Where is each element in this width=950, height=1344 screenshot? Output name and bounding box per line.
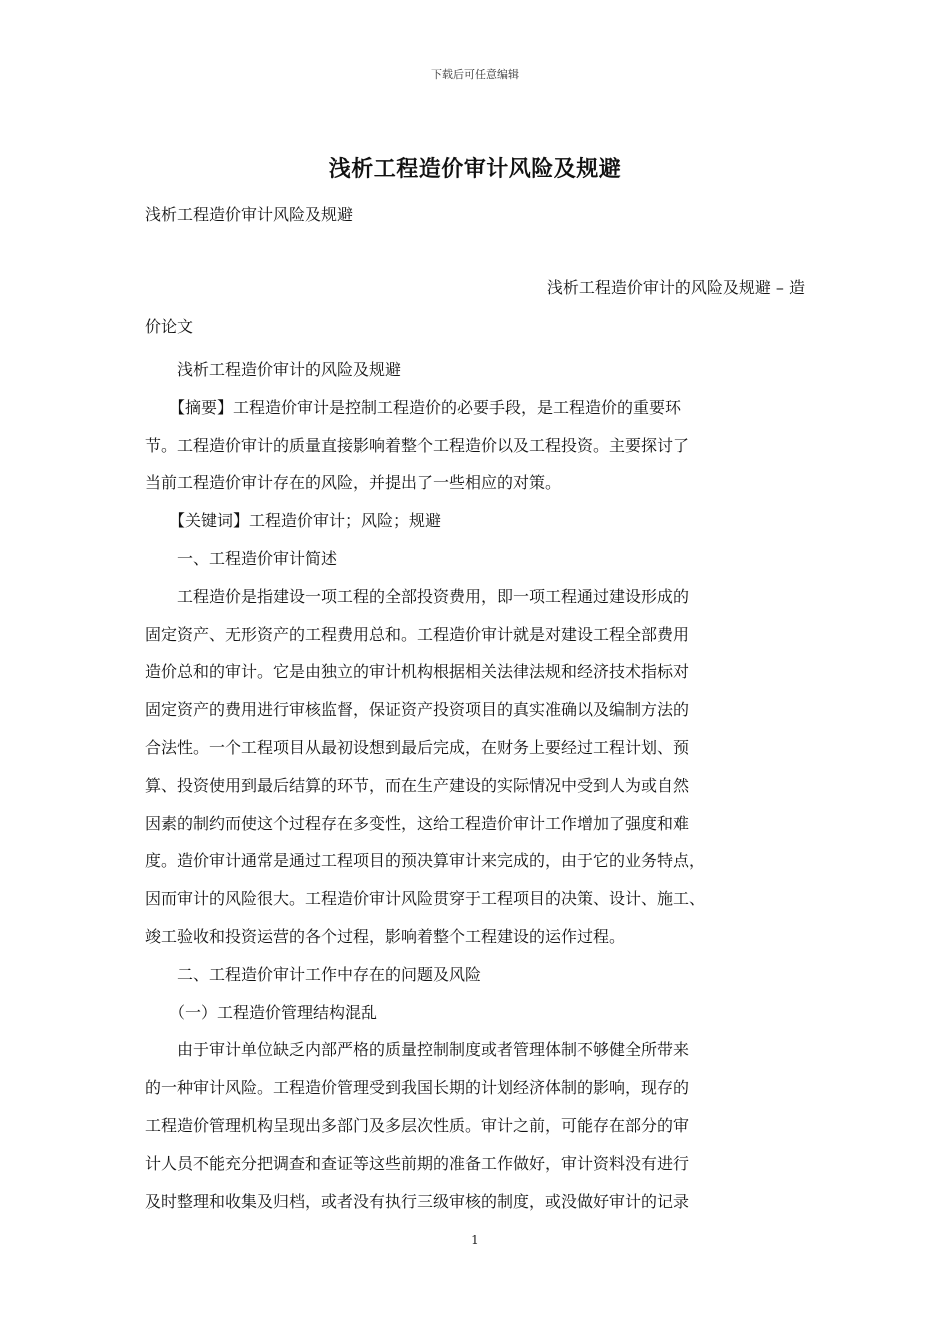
text-line: 固定资产、无形资产的工程费用总和。工程造价审计就是对建设工程全部费用 [145, 624, 690, 644]
text-line: 一、工程造价审计简述 [145, 548, 338, 568]
text-line: 【摘要】工程造价审计是控制工程造价的必要手段，是工程造价的重要环 [145, 397, 682, 417]
page-number: 1 [471, 1233, 479, 1247]
text-line: 及时整理和收集及归档，或者没有执行三级审核的制度，或没做好审计的记录 [145, 1191, 690, 1211]
text-line: 当前工程造价审计存在的风险，并提出了一些相应的对策。 [145, 473, 562, 493]
text-line: 二、工程造价审计工作中存在的问题及风险 [145, 964, 482, 984]
source-line: 浅析工程造价审计的风险及规避 – 造 [546, 278, 805, 297]
header-note: 下载后可任意编辑 [431, 68, 519, 81]
text-line: 浅析工程造价审计的风险及规避 [145, 360, 402, 379]
text-line: 节。工程造价审计的质量直接影响着整个工程造价以及工程投资。主要探讨了 [145, 435, 690, 455]
text-line: （一）工程造价管理结构混乱 [145, 1002, 378, 1022]
text-line: 因素的制约而使这个过程存在多变性，这给工程造价审计工作增加了强度和难 [145, 813, 690, 833]
text-line: 由于审计单位缺乏内部严格的质量控制制度或者管理体制不够健全所带来 [145, 1040, 690, 1060]
document-title: 浅析工程造价审计风险及规避 [328, 156, 622, 182]
source-line-wrap: 价论文 [145, 317, 194, 336]
text-line: 算、投资使用到最后结算的环节，而在生产建设的实际情况中受到人为或自然 [145, 775, 690, 795]
text-line: 工程造价是指建设一项工程的全部投资费用，即一项工程通过建设形成的 [145, 586, 690, 606]
document-subtitle: 浅析工程造价审计风险及规避 [145, 205, 354, 224]
text-line: 计人员不能充分把调查和查证等这些前期的准备工作做好，审计资料没有进行 [145, 1153, 690, 1173]
text-line: 因而审计的风险很大。工程造价审计风险贯穿于工程项目的决策、设计、施工、 [145, 889, 706, 909]
text-line: 固定资产的费用进行审核监督，保证资产投资项目的真实准确以及编制方法的 [145, 700, 690, 720]
text-line: 造价总和的审计。它是由独立的审计机构根据相关法律法规和经济技术指标对 [145, 662, 690, 682]
text-line: 度。造价审计通常是通过工程项目的预决算审计来完成的，由于它的业务特点， [145, 851, 706, 871]
text-line: 合法性。一个工程项目从最初设想到最后完成，在财务上要经过工程计划、预 [145, 737, 690, 757]
body-text [145, 351, 821, 1220]
text-line: 【关键词】工程造价审计；风险；规避 [145, 511, 442, 531]
text-line: 的一种审计风险。工程造价管理受到我国长期的计划经济体制的影响，现存的 [145, 1078, 690, 1098]
text-line: 竣工验收和投资运营的各个过程，影响着整个工程建设的运作过程。 [145, 926, 626, 946]
text-line: 工程造价管理机构呈现出多部门及多层次性质。审计之前，可能存在部分的审 [145, 1115, 690, 1135]
